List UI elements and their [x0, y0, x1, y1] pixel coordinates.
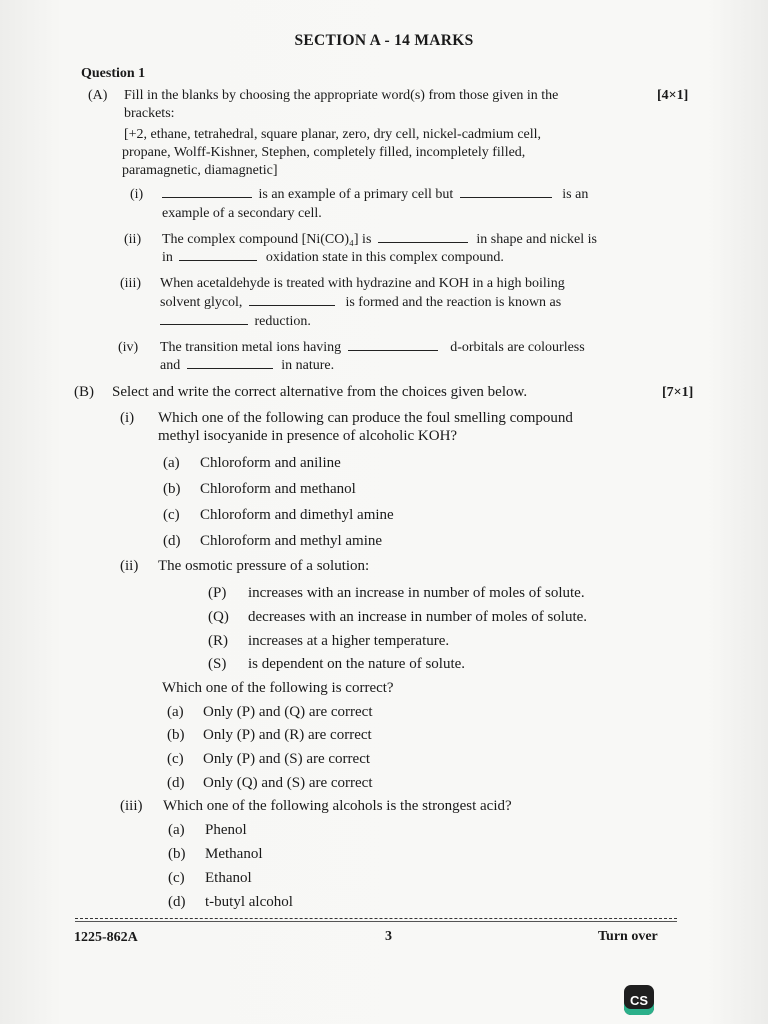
option-text: Chloroform and aniline	[200, 455, 341, 471]
question-text: Which one of the following alcohols is the strongest acid?	[163, 798, 512, 814]
statement-key: (R)	[208, 633, 228, 649]
option-key: (b)	[167, 727, 185, 743]
option-key: (b)	[168, 846, 186, 862]
statement-key: (Q)	[208, 609, 229, 625]
statement-text: increases with an increase in number of moles of solute.	[248, 585, 585, 601]
option-key: (a)	[163, 455, 180, 471]
section-title: SECTION A - 14 MARKS	[294, 32, 474, 49]
answer-blank	[378, 241, 468, 243]
answer-blank	[179, 259, 257, 261]
option-text: Only (Q) and (S) are correct	[203, 775, 373, 791]
question-text: Which one of the following can produce the foul smelling compound	[158, 410, 573, 426]
fill-line: The complex compound [Ni(CO)₄] is in shape and nickel is	[162, 232, 597, 247]
option-key: (d)	[168, 894, 186, 910]
partB-instruction: Select and write the correct alternative from the choices given below.	[112, 384, 528, 400]
fill-line: is an example of a primary cell but is an	[162, 187, 588, 203]
answer-blank	[160, 323, 248, 325]
item-number: (i)	[120, 410, 135, 426]
partA-options-line: [+2, ethane, tetrahedral, square planar, zero, dry cell, nickel-cadmium cell,	[124, 127, 542, 142]
answer-blank	[187, 367, 273, 369]
answer-blank	[162, 196, 252, 198]
option-key: (c)	[163, 507, 180, 523]
option-key: (d)	[167, 775, 185, 791]
partA-label: (A)	[88, 88, 108, 103]
option-key: (c)	[168, 870, 185, 886]
statement-key: (S)	[208, 656, 227, 672]
partA-instruction: Fill in the blanks by choosing the appropriate word(s) from those given in the	[124, 88, 559, 103]
partA-options-line: propane, Wolff-Kishner, Stephen, completely filled, incompletely filled,	[122, 145, 526, 160]
option-key: (a)	[167, 704, 184, 720]
option-key: (c)	[167, 751, 184, 767]
option-key: (d)	[163, 533, 181, 549]
option-text: Phenol	[205, 822, 247, 838]
item-number: (ii)	[120, 558, 139, 574]
answer-blank	[249, 304, 335, 306]
option-text: t-butyl alcohol	[205, 894, 293, 910]
fill-line: solvent glycol, is formed and the reaction is known as	[160, 295, 562, 310]
partB-label: (B)	[74, 384, 94, 400]
fill-line: When acetaldehyde is treated with hydrazine and KOH in a high boiling	[160, 276, 565, 291]
statement-text: is dependent on the nature of solute.	[248, 656, 466, 672]
fill-line: reduction.	[160, 314, 311, 330]
option-key: (a)	[168, 822, 185, 838]
statement-text: decreases with an increase in number of moles of solute.	[248, 609, 588, 625]
option-text: Chloroform and dimethyl amine	[200, 507, 394, 523]
partA-options-line: paramagnetic, diamagnetic]	[122, 163, 278, 178]
footer-divider	[75, 921, 677, 922]
option-text: Ethanol	[205, 870, 252, 886]
item-number: (iii)	[120, 276, 141, 291]
fill-line: example of a secondary cell.	[162, 206, 322, 221]
item-number: (iv)	[118, 340, 139, 355]
partA-instruction-cont: brackets:	[124, 106, 175, 121]
footer-divider	[75, 918, 677, 919]
fill-line: and in nature.	[160, 358, 335, 373]
option-text: Chloroform and methyl amine	[200, 533, 383, 549]
question-label: Question 1	[81, 66, 146, 81]
statement-key: (P)	[208, 585, 227, 601]
turn-over-note: Turn over	[598, 929, 658, 944]
option-text: Only (P) and (R) are correct	[203, 727, 372, 743]
page-number: 3	[385, 929, 392, 944]
paper-code: 1225-862A	[74, 930, 138, 945]
partA-marks: [4×1]	[657, 88, 689, 103]
item-number: (ii)	[124, 232, 142, 247]
option-text: Only (P) and (Q) are correct	[203, 704, 373, 720]
statement-text: increases at a higher temperature.	[248, 633, 450, 649]
option-text: Chloroform and methanol	[200, 481, 356, 497]
question-text: The osmotic pressure of a solution:	[158, 558, 370, 574]
answer-blank	[460, 196, 552, 198]
item-number: (i)	[130, 187, 144, 202]
question-text: Which one of the following is correct?	[162, 680, 394, 696]
fill-line: in oxidation state in this complex compound.	[162, 250, 504, 265]
partB-marks: [7×1]	[662, 385, 694, 400]
answer-blank	[348, 349, 438, 351]
fill-line: The transition metal ions having d-orbitals are colourless	[160, 340, 585, 355]
option-text: Only (P) and (S) are correct	[203, 751, 371, 767]
question-text: methyl isocyanide in presence of alcoholic KOH?	[158, 428, 458, 444]
item-number: (iii)	[120, 798, 143, 814]
camscanner-logo-icon: CS	[624, 985, 654, 1015]
option-text: Methanol	[205, 846, 263, 862]
option-key: (b)	[163, 481, 181, 497]
